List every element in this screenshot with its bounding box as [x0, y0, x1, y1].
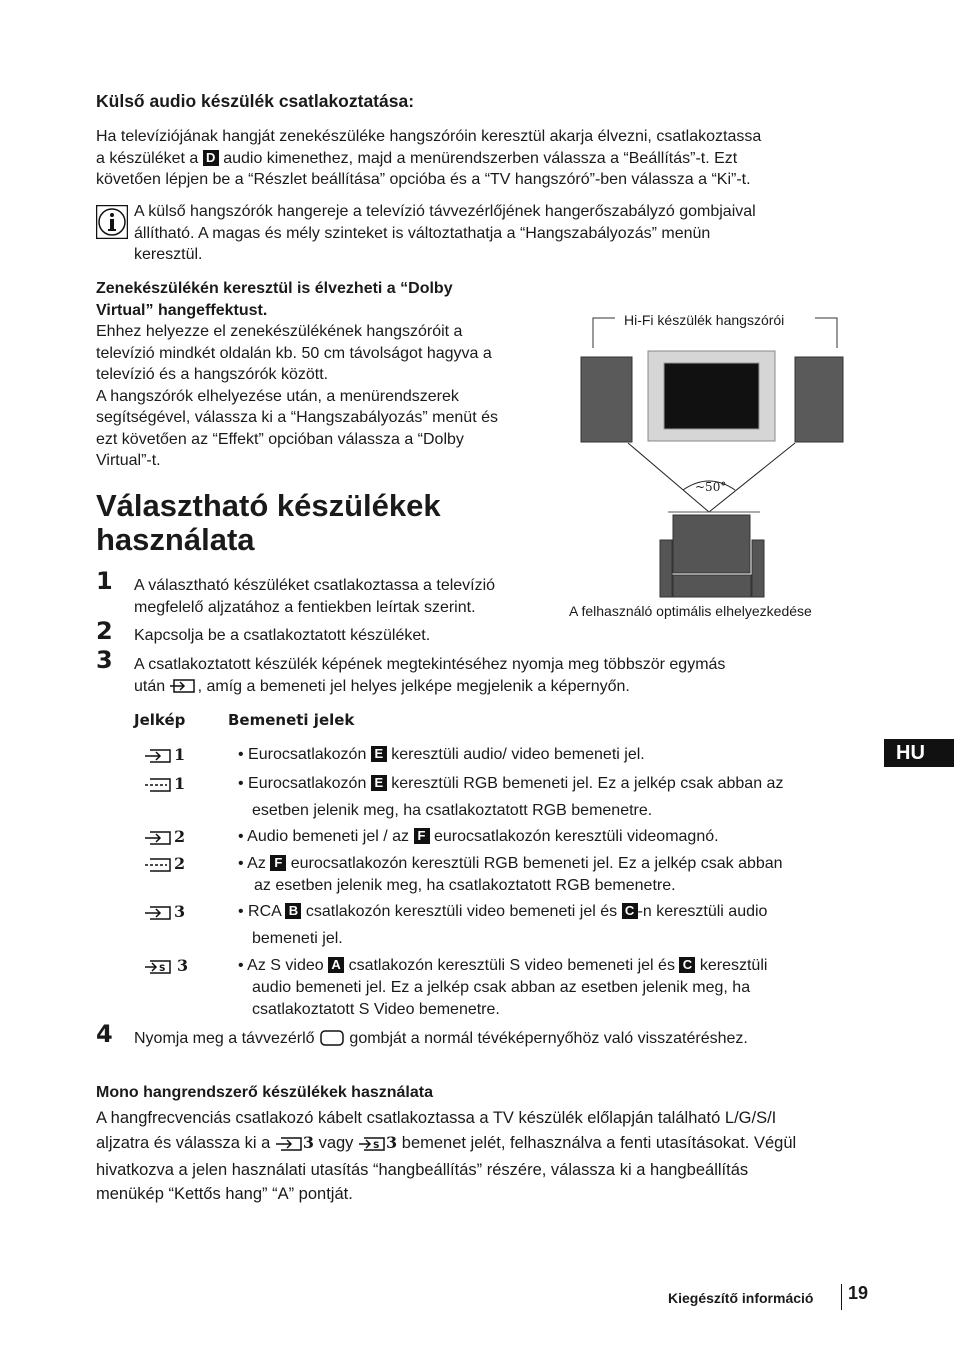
rgb-input-icon: [144, 777, 174, 800]
dolby-paragraph: [96, 321, 556, 472]
connector-box: B: [285, 903, 301, 919]
row-line: az esetben jelenik meg, ha csatlakoztatott RGB bemenetre.: [254, 877, 676, 894]
chair-arm-right: [752, 540, 764, 597]
table-row: [144, 744, 185, 771]
symbol-number: 2: [174, 854, 186, 873]
mono-paragraph: [96, 1107, 876, 1206]
row-line: esetben jelenik meg, ha csatlakoztatott RGB bemenetre.: [252, 802, 653, 819]
text: • Az S video: [238, 957, 324, 974]
row-line: [238, 955, 868, 977]
text: • Az: [238, 855, 266, 872]
diagram-top-label: Hi-Fi készülék hangszórói: [624, 312, 785, 328]
table-header-symbol: Jelkép: [134, 711, 186, 729]
text: • Audio bemeneti jel / az: [238, 828, 410, 845]
tv-button-icon: [319, 1029, 345, 1054]
paragraph-line: Virtual”-t.: [96, 452, 161, 469]
text: aljzatra és válassza ki a: [96, 1133, 271, 1152]
text: keresztüli: [699, 957, 768, 974]
row-line: [238, 773, 858, 795]
connector-box: E: [371, 746, 387, 762]
text: Nyomja meg a távvezérlő: [134, 1030, 315, 1047]
symbol-number: 3: [302, 1132, 314, 1152]
table-header-input: Bemeneti jelek: [228, 711, 355, 729]
text: • RCA: [238, 903, 281, 920]
paragraph-line: menükép “Kettős hang” “A” pontját.: [96, 1184, 353, 1203]
step-line: megfelelő aljzatához a fentiekben leírtak szerint.: [134, 598, 476, 616]
text: -n keresztüli audio: [637, 903, 768, 920]
text: csatlakozón keresztüli video bemeneti jel és: [305, 903, 618, 920]
title-line: használata: [96, 522, 255, 557]
table-row: [144, 853, 185, 880]
row-line: audio bemeneti jel. Ez a jelkép csak abban az esetben jelenik meg, ha: [252, 979, 751, 996]
speaker-placement-diagram: [560, 300, 860, 605]
angle-label: ~50°: [695, 480, 727, 494]
heading-line: Virtual” hangeffektust.: [96, 302, 268, 319]
text: bemenet jelét, felhasználva a fenti utasításokat. Végül: [401, 1133, 797, 1152]
step-number-3: 3: [96, 646, 113, 674]
connector-box: A: [328, 957, 344, 973]
bracket-left: [593, 318, 615, 348]
text: vagy: [318, 1133, 354, 1152]
bracket-right: [815, 318, 837, 348]
rgb-input-icon: [144, 857, 174, 880]
chair-seat: [673, 575, 751, 597]
symbol-number: 1: [174, 774, 186, 793]
paragraph-line: ezt követően az “Effekt” opcióban válassza a “Dolby: [96, 430, 464, 448]
step-line: A választható készüléket csatlakoztassa a televízió: [134, 577, 496, 594]
info-note: [134, 201, 874, 266]
step-number-2: 2: [96, 617, 113, 645]
av-input-icon: [144, 748, 174, 771]
paragraph-line: [96, 1131, 876, 1160]
paragraph-line: hivatkozva a jelen használati utasítás “hangbeállítás” részére, válassza ki a hangbeállítás: [96, 1161, 749, 1179]
connector-box: C: [679, 957, 695, 973]
paragraph-line: segítségével, válassza ki a “Hangszabályozás” menüt és: [96, 409, 498, 426]
footer-section-label: Kiegészítő információ: [668, 1290, 814, 1306]
left-speaker: [581, 357, 632, 442]
text: keresztüli RGB bemeneti jel. Ez a jelkép csak abban az: [391, 775, 784, 792]
input-select-icon: [170, 677, 198, 702]
table-row-text: [238, 744, 645, 766]
svg-text:S: S: [373, 1140, 380, 1151]
row-line: bemeneti jel.: [252, 930, 343, 947]
note-line: keresztül.: [134, 246, 203, 263]
page-number: 19: [848, 1283, 869, 1303]
av-input-icon: [275, 1136, 303, 1160]
connector-box: F: [270, 855, 286, 871]
chair-back: [673, 515, 750, 573]
text: gombját a normál tévéképernyőhöz való visszatéréshez.: [349, 1030, 748, 1047]
symbol-number: 3: [174, 902, 186, 921]
row-line: [238, 853, 858, 875]
step-line: A csatlakoztatott készülék képének megtekintéséhez nyomja meg többször egymás: [134, 656, 726, 673]
table-row: [144, 901, 185, 928]
paragraph-line: követően lépjen be a “Részlet beállítása” opcióba és a “TV hangszóró”-ben válassza a “Ki”-t.: [96, 171, 751, 188]
s-video-input-icon: [358, 1136, 386, 1160]
connector-box: F: [414, 828, 430, 844]
av-input-icon: [144, 830, 174, 853]
step-line: [134, 676, 874, 702]
diagram-bottom-label: A felhasználó optimális elhelyezkedése: [569, 603, 812, 619]
symbol-number: 3: [386, 1132, 398, 1152]
footer-divider: [841, 1284, 842, 1310]
paragraph-line: A hangfrecvenciás csatlakozó kábelt csatlakoztassa a TV készülék előlapján található L/G/S/I: [96, 1109, 777, 1127]
paragraph-line: televízió és a hangszórók között.: [96, 366, 329, 383]
av-input-icon: [144, 905, 174, 928]
paragraph-line: A hangszórók elhelyezése után, a menürendszerek: [96, 387, 459, 405]
symbol-number: 1: [174, 745, 186, 764]
external-audio-paragraph: [96, 126, 876, 191]
text: , amíg a bemeneti jel helyes jelképe megjelenik a képernyőn.: [197, 677, 630, 695]
text: • Eurocsatlakozón: [238, 775, 367, 792]
symbol-number: 2: [174, 827, 186, 846]
right-speaker: [795, 357, 843, 442]
note-line: állítható. A magas és mély szinteket is változtathatja a “Hangszabályozás” menün: [134, 224, 711, 242]
table-row: [144, 955, 188, 982]
step-3-text: [134, 654, 874, 701]
info-icon: [96, 205, 128, 246]
text: csatlakozón keresztüli S video bemeneti jel és: [348, 957, 675, 974]
language-tab: HU: [884, 739, 954, 767]
text: eurocsatlakozón keresztüli RGB bemeneti jel. Ez a jelkép csak abban: [290, 855, 783, 872]
paragraph-line: [96, 148, 876, 170]
svg-text:S: S: [159, 964, 166, 974]
step-1-text: [134, 575, 495, 618]
connector-d-box: D: [203, 150, 219, 166]
s-video-input-icon: [144, 959, 174, 982]
text: a készüléket a: [96, 149, 199, 167]
mono-heading: Mono hangrendszerő készülékek használata: [96, 1084, 433, 1101]
angle-line-left: [628, 443, 709, 512]
text: keresztüli audio/ video bemeneti jel.: [391, 746, 645, 763]
chair-arm-left: [660, 540, 672, 597]
connector-box: E: [371, 775, 387, 791]
row-line: [238, 901, 868, 923]
table-row-text: [238, 955, 868, 1021]
dolby-heading: [96, 278, 453, 322]
title-line: Választható készülékek: [96, 488, 441, 523]
angle-line-right: [709, 443, 795, 512]
text: audio kimenethez, majd a menürendszerben válassza a “Beállítás”-t. Ezt: [223, 149, 738, 167]
table-row-text: [238, 853, 858, 897]
text: • Eurocsatlakozón: [238, 746, 367, 763]
text: eurocsatlakozón keresztüli videomagnó.: [433, 828, 719, 845]
step-number-1: 1: [96, 567, 113, 595]
step-4-text: [134, 1028, 748, 1054]
symbol-number: 3: [177, 956, 189, 975]
connector-box: C: [622, 903, 638, 919]
section-heading-external-audio: Külső audio készülék csatlakoztatása:: [96, 91, 415, 111]
table-row-text: [238, 826, 719, 848]
table-row: [144, 773, 185, 800]
page-title: [96, 489, 441, 557]
paragraph-line: Ehhez helyezze el zenekészülékének hangszóróit a: [96, 323, 463, 340]
row-line: csatlakoztatott S Video bemenetre.: [252, 1001, 500, 1018]
step-number-4: 4: [96, 1020, 113, 1048]
paragraph-line: Ha televíziójának hangját zenekészüléke hangszóróin keresztül akarja élvezni, csatlakoztassa: [96, 128, 762, 145]
table-row-text: [238, 901, 868, 950]
text: után: [134, 677, 166, 695]
heading-line: Zenekészülékén keresztül is élvezheti a “Dolby: [96, 280, 453, 297]
paragraph-line: televízió mindkét oldalán kb. 50 cm távolságot hagyva a: [96, 344, 492, 362]
table-row-text: [238, 773, 858, 822]
tv-screen: [664, 363, 759, 429]
table-row: [144, 826, 185, 853]
note-line: A külső hangszórók hangereje a televízió távvezérlőjének hangerőszabályzó gombjaival: [134, 203, 756, 220]
step-2-text: Kapcsolja be a csatlakoztatott készüléket.: [134, 627, 431, 644]
